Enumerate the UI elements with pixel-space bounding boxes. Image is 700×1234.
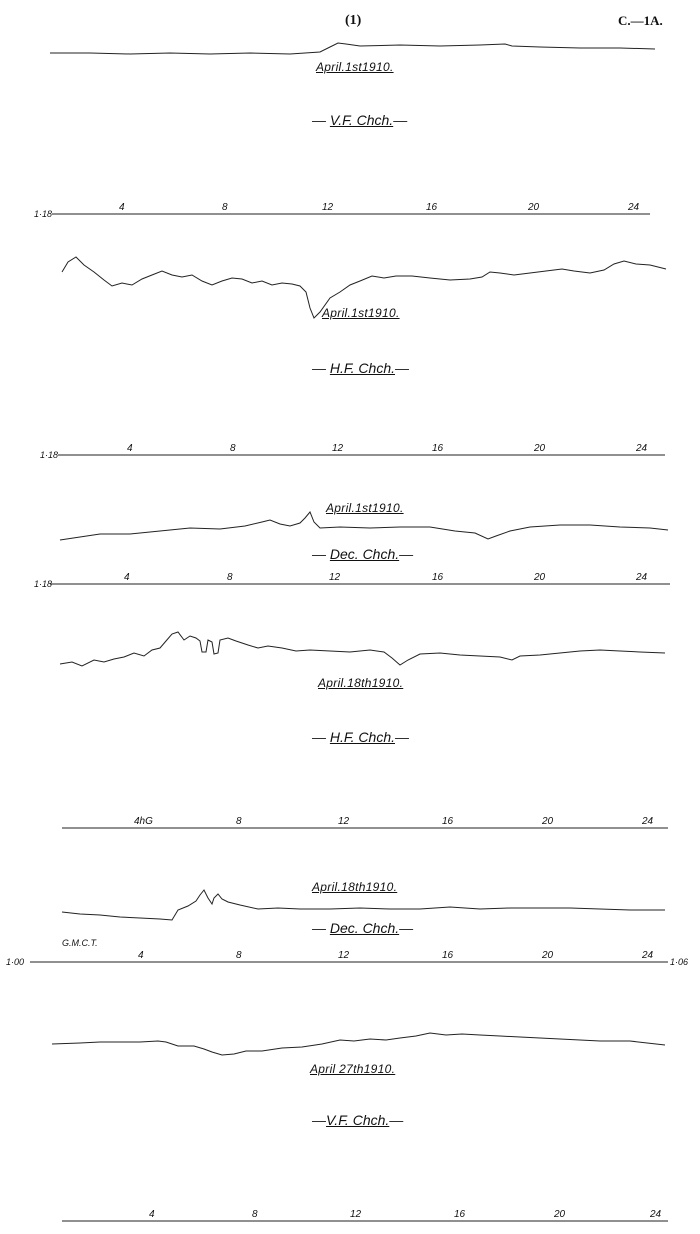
record-date-5: April.18th1910. [312, 880, 398, 894]
axis-6-tick: 16 [454, 1209, 466, 1220]
axis-5-tick: 16 [442, 950, 454, 961]
channel-label: V.F. Chch. [326, 1112, 390, 1128]
axis-3-tick: 20 [534, 572, 546, 583]
record-channel-1: — V.F. Chch.— [312, 112, 408, 128]
axis-2-tick: 8 [230, 443, 236, 454]
trace-dec-apr18 [62, 890, 665, 920]
axis-5-tick: 4 [138, 950, 144, 961]
axis-4-tick: 16 [442, 816, 454, 827]
record-date-1: April.1st1910. [316, 60, 394, 74]
channel-label: Dec. Chch. [329, 546, 400, 562]
axis-6-tick: 8 [252, 1209, 258, 1220]
axis-4-tick: 24 [642, 816, 654, 827]
axis-5-tick: 12 [338, 950, 350, 961]
record-date-2: April.1st1910. [322, 306, 400, 320]
axis-3-left-label: 1·18 [34, 579, 53, 589]
axis-3-tick: 24 [636, 572, 648, 583]
trace-vf-apr1 [50, 43, 655, 54]
record-channel-6: —V.F. Chch.— [312, 1112, 404, 1128]
axis-6-tick: 24 [650, 1209, 662, 1220]
axis-1-tick: 20 [528, 202, 540, 213]
axis-2-tick: 16 [432, 443, 444, 454]
record-channel-4: — H.F. Chch.— [312, 729, 409, 745]
axis-5-left-label: 1·00 [6, 957, 25, 967]
axis-5-tick: 8 [236, 950, 242, 961]
axis-4-tick: 12 [338, 816, 350, 827]
axis-2-left-label: 1·18 [40, 450, 59, 460]
channel-label: H.F. Chch. [329, 360, 395, 376]
trace-dec-apr1 [60, 512, 668, 540]
axis-2-tick: 24 [636, 443, 648, 454]
axis-5-tick: 20 [542, 950, 554, 961]
axis-1-tick: 16 [426, 202, 438, 213]
channel-label: Dec. Chch. [329, 920, 400, 936]
axis-1-tick: 4 [119, 202, 125, 213]
axis-5-right-label: 1·06 [670, 957, 689, 967]
record-channel-2: — H.F. Chch.— [312, 360, 409, 376]
trace-vf-apr27 [52, 1033, 665, 1055]
record-date-4: April.18th1910. [318, 676, 404, 690]
axis-2-tick: 12 [332, 443, 344, 454]
axis-3-tick: 12 [329, 572, 341, 583]
record-date-6: April 27th1910. [310, 1062, 396, 1076]
record-channel-3: — Dec. Chch.— [312, 546, 414, 562]
page-number: (1) [345, 13, 362, 28]
axis-2-tick: 20 [534, 443, 546, 454]
axis-3-tick: 8 [227, 572, 233, 583]
axis-5-tick: 24 [642, 950, 654, 961]
axis-1-tick: 8 [222, 202, 228, 213]
axis-6-tick: 4 [149, 1209, 155, 1220]
axis-3-tick: 4 [124, 572, 130, 583]
axis-1-left-label: 1·18 [34, 209, 53, 219]
page-code: C.—1A. [618, 13, 663, 28]
axis-4-tick: 8 [236, 816, 242, 827]
channel-label: H.F. Chch. [329, 729, 395, 745]
axis-4-tick: 4hG [134, 816, 153, 827]
axis-1-tick: 24 [628, 202, 640, 213]
axis-1-tick: 12 [322, 202, 334, 213]
axis-2-tick: 4 [127, 443, 133, 454]
axis-6-tick: 20 [554, 1209, 566, 1220]
record-channel-5: — Dec. Chch.— [312, 920, 414, 936]
channel-label: V.F. Chch. [329, 112, 394, 128]
axis-3-tick: 16 [432, 572, 444, 583]
trace-hf-apr18 [60, 632, 665, 666]
axis-6-tick: 12 [350, 1209, 362, 1220]
time-note: G.M.C.T. [62, 938, 98, 948]
axis-4-tick: 20 [542, 816, 554, 827]
record-date-3: April.1st1910. [326, 501, 404, 515]
